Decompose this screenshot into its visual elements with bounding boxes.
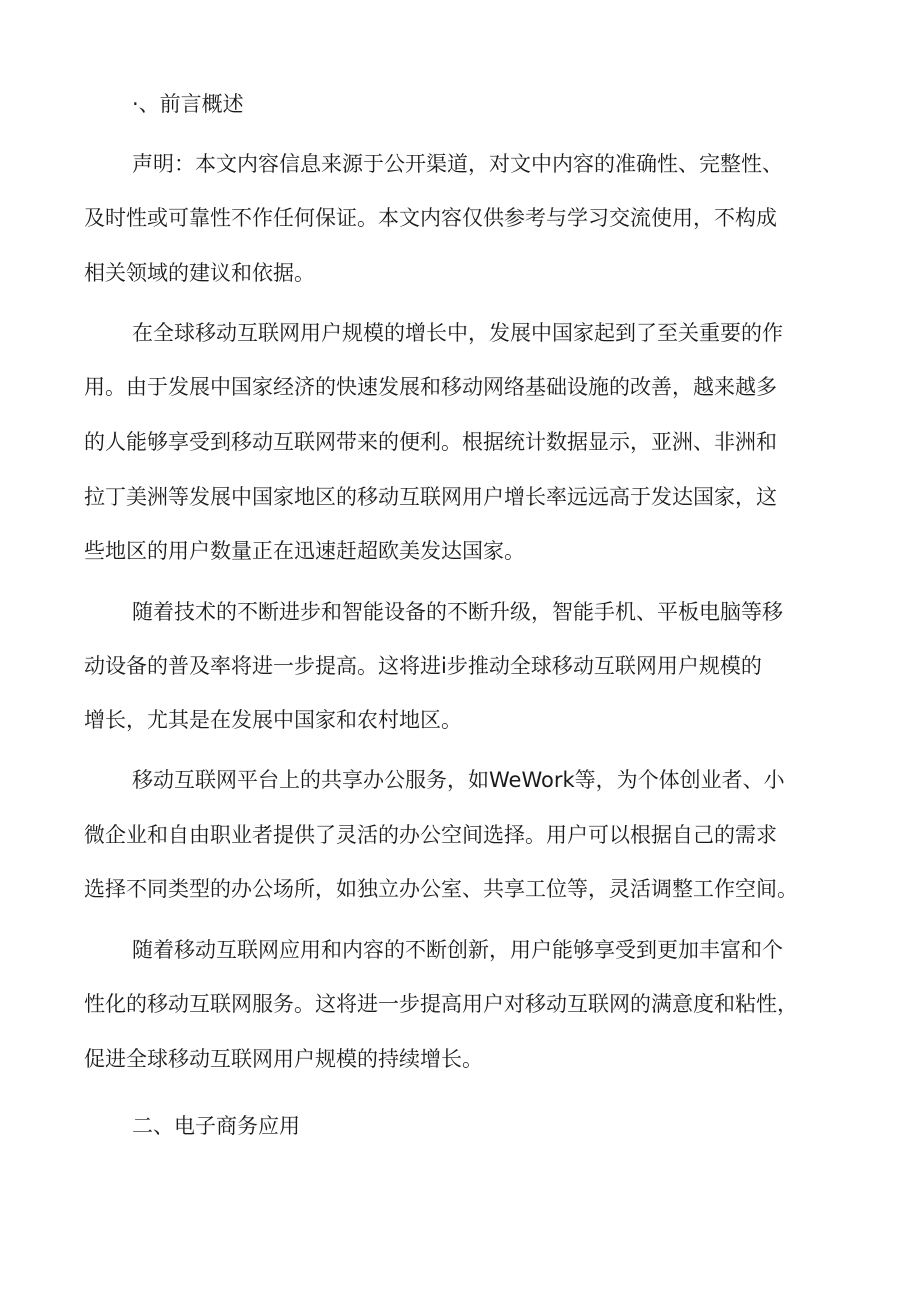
paragraph-line: 用。由于发展中国家经济的快速发展和移动网络基础设施的改善，越来越多 [84, 375, 777, 399]
section-heading-ecommerce: 二、电子商务应用 [132, 1114, 300, 1138]
paragraph-line: 的人能够享受到移动互联网带来的便利。根据统计数据显示，亚洲、非洲和 [84, 430, 777, 454]
paragraph-line: 在全球移动互联网用户规模的增长中，发展中国家起到了至关重要的作 [132, 321, 783, 345]
paragraph-line: 动设备的普及率将进一步提高。这将进i步推动全球移动互联网用户规模的 [84, 654, 762, 678]
paragraph-line: 随着移动互联网应用和内容的不断创新，用户能够享受到更加丰富和个 [132, 938, 783, 962]
paragraph-line: 拉丁美洲等发展中国家地区的移动互联网用户增长率远远高于发达国家，这 [84, 485, 777, 509]
paragraph-line: 声明：本文内容信息来源于公开渠道，对文中内容的准确性、完整性、 [132, 152, 783, 176]
paragraph-line: 微企业和自由职业者提供了灵活的办公空间选择。用户可以根据自己的需求 [84, 823, 777, 847]
paragraph-line: 及时性或可靠性不作任何保证。本文内容仅供参考与学习交流使用，不构成 [84, 206, 777, 230]
paragraph-line: 些地区的用户数量正在迅速赶超欧美发达国家。 [84, 539, 525, 563]
paragraph-line: 选择不同类型的办公场所，如独立办公室、共享工位等，灵活调整工作空间。 [84, 877, 798, 901]
paragraph-line: 随着技术的不断进步和智能设备的不断升级，智能手机、平板电脑等移 [132, 600, 783, 624]
paragraph-line: 相关领域的建议和依据。 [84, 261, 315, 285]
paragraph-line: 增长，尤其是在发展中国家和农村地区。 [84, 708, 462, 732]
paragraph-line: 移动互联网平台上的共享办公服务，如WeWork等，为个体创业者、小 [132, 768, 785, 792]
paragraph-line: 促进全球移动互联网用户规模的持续增长。 [84, 1047, 483, 1071]
paragraph-line: 性化的移动互联网服务。这将进一步提高用户对移动互联网的满意度和粘性， [84, 992, 798, 1016]
section-heading-preface: ·、前言概述 [132, 92, 244, 116]
